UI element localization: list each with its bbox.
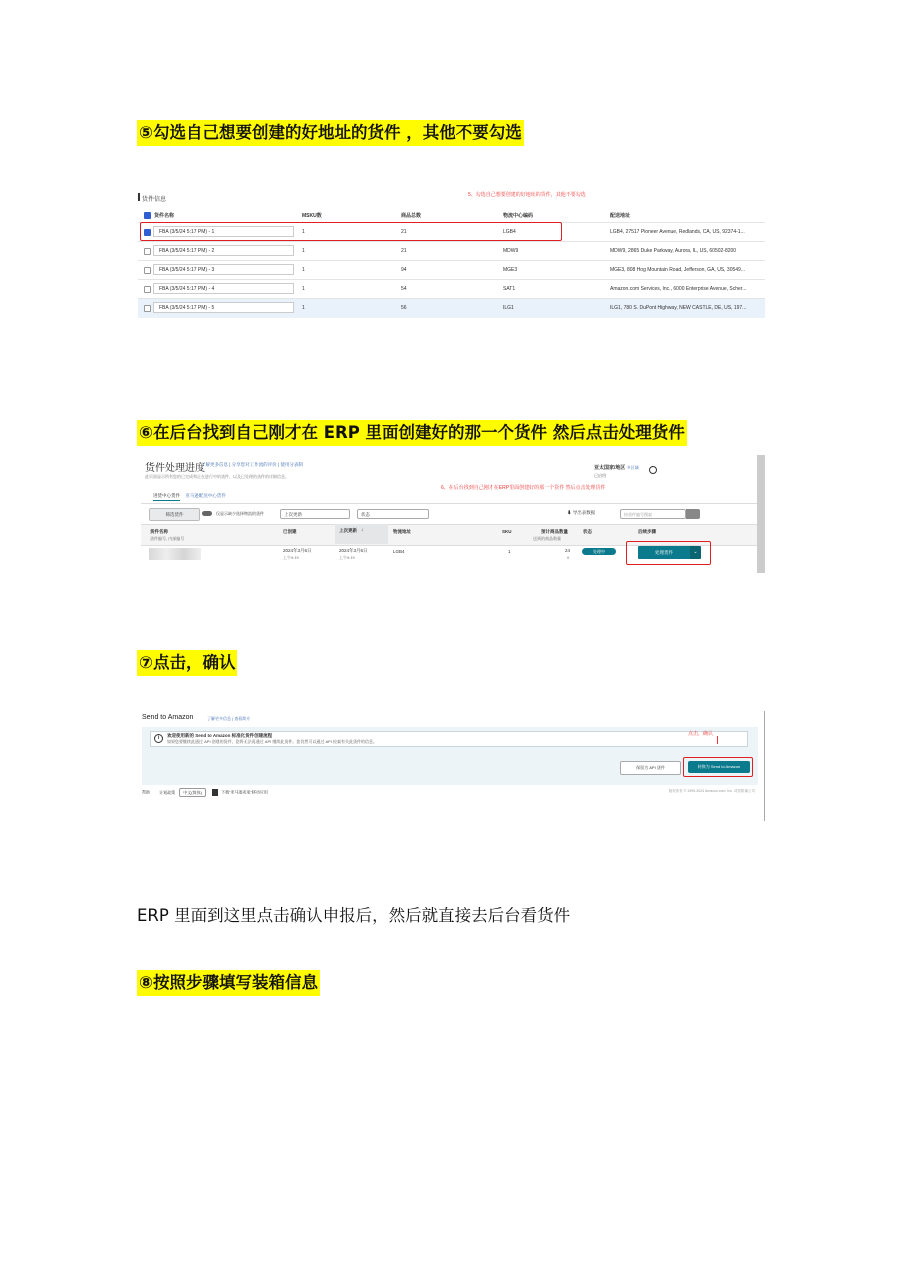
col-destination: 物流地址 (393, 529, 411, 534)
info-banner (150, 731, 748, 747)
region-label: 亚太国家/地区 多区域 (594, 465, 639, 471)
msku-count: 1 (302, 305, 305, 311)
toggle-label: 仅显示缺少选择物流的货件 (216, 511, 264, 516)
region-status: 已启用 (594, 473, 606, 478)
scrollbar[interactable] (757, 455, 765, 573)
center-code: SAT1 (503, 286, 516, 292)
col-created: 已创建 (283, 529, 297, 534)
total-count: 94 (401, 267, 407, 273)
table-row[interactable] (138, 260, 765, 280)
row-checkbox[interactable] (144, 267, 151, 274)
export-link[interactable]: ⬇ 导出表数据 (567, 510, 596, 515)
address: MGE3, 808 Hog Mountain Road, Jefferson, GA, US, 30549... (610, 267, 745, 273)
total-count: 56 (401, 305, 407, 311)
msku-count: 1 (302, 267, 305, 273)
center-code: MGE3 (503, 267, 518, 273)
updated-date: 2024年3月6日 (339, 548, 368, 553)
shipment-name-field[interactable]: FBA (3/5/24 5:17 PM) - 1 (153, 226, 294, 237)
msku-count: 1 (302, 229, 305, 235)
shipment-name-field[interactable]: FBA (3/5/24 5:17 PM) - 2 (153, 245, 294, 256)
step7-heading: ⑦点击，确认 (137, 650, 237, 676)
table-row[interactable] (138, 298, 765, 318)
send-to-amazon-screenshot (140, 711, 765, 821)
address: Amazon.com Services, Inc., 6000 Enterprise Avenue, Scher... (610, 286, 747, 292)
tab-fulfillment[interactable]: 亚马逊配送中心货件 (185, 493, 226, 498)
header-links[interactable]: 了解更多信息 | 分享您对工作流的评价 | 使用分表制 (201, 462, 303, 467)
app-download-link[interactable]: 下载“亚马逊卖家”移动应用 (221, 789, 268, 795)
tab-inbound[interactable]: 进货中心货件 (153, 493, 180, 501)
filter-button[interactable]: 筛选货件 (149, 508, 200, 521)
qty: 24 (565, 548, 571, 553)
section-bar (138, 193, 140, 201)
edge-line (764, 711, 765, 821)
search-button[interactable] (686, 509, 700, 519)
header-links[interactable]: 了解更多信息 | 查看简介 (207, 716, 251, 721)
footer (142, 789, 268, 796)
destination: LGB4 (393, 549, 405, 554)
step5-annotation: 5、勾选自己想要创建的好地址的货件，其他不要勾选 (468, 192, 586, 198)
process-shipment-button[interactable]: 处理货件 (638, 546, 690, 559)
arrow-icon (717, 736, 718, 744)
status-select[interactable]: 状态 (357, 509, 429, 519)
row-checkbox[interactable] (144, 286, 151, 293)
globe-icon[interactable] (649, 466, 657, 474)
row-checkbox[interactable] (144, 248, 151, 255)
shipment-name-field[interactable]: FBA (3/5/24 5:17 PM) - 3 (153, 264, 294, 275)
search-input[interactable]: 按货件编号搜索 (620, 509, 686, 519)
phone-icon (212, 789, 218, 796)
col-address: 配送地址 (610, 213, 631, 219)
qty-received: 0 (567, 555, 570, 560)
sorted-column[interactable] (335, 524, 388, 544)
keep-api-button[interactable]: 保留为 API 货件 (620, 761, 681, 775)
shipment-list-screenshot (138, 188, 765, 328)
center-code: MDW9 (503, 248, 519, 254)
highlight-box (626, 541, 711, 565)
step7-annotation: 点击，确认 (688, 731, 714, 737)
total-count: 54 (401, 286, 407, 292)
msku-count: 1 (302, 286, 305, 292)
policy-link[interactable]: 计划政策 (159, 789, 176, 795)
info-icon: i (154, 734, 163, 743)
convert-button[interactable]: 转换为 Send to Amazon (688, 761, 750, 773)
col-name: 货件名称 (154, 213, 175, 219)
page-subtitle: 此页面显示所有您的已完成和正在进行中的货件，以及已处理的货件的详细信息。 (145, 474, 289, 479)
shipment-name-field[interactable]: FBA (3/5/24 5:17 PM) - 5 (153, 302, 294, 313)
col-status: 状态 (583, 529, 592, 534)
highlight-box (140, 222, 562, 241)
row-checkbox[interactable] (144, 305, 151, 312)
updated-time: 上午9:19 (339, 555, 355, 560)
step5-heading: ⑤勾选自己想要创建的好地址的货件 ，其他不要勾选 (137, 120, 524, 146)
chevron-down-icon[interactable]: ⌄ (690, 546, 701, 559)
step6-heading: ⑥在后台找到自己刚才在 ERP 里面创建好的那一个货件 然后点击处理货件 (137, 420, 687, 446)
divider (141, 503, 757, 504)
erp-note: ERP 里面到这里点击确认申报后，然后就直接去后台看货件 (137, 906, 571, 925)
address: ILG1, 780 S. DuPont Highway, NEW CASTLE, DE, US, 197... (610, 305, 747, 311)
highlight-box (683, 757, 753, 777)
created-time: 上午9:19 (283, 555, 299, 560)
address: MDW9, 2865 Duke Parkway, Aurora, IL, US, 60502-8200 (610, 248, 737, 254)
page-title: Send to Amazon (142, 714, 194, 721)
total-count: 21 (401, 248, 407, 254)
col-msku: MSKU数 (302, 213, 322, 219)
shipment-name-field[interactable]: FBA (3/5/24 5:17 PM) - 4 (153, 283, 294, 294)
center-code: LGB4 (503, 229, 516, 235)
table-header (138, 209, 765, 221)
language-select[interactable]: 中文(简体) (179, 788, 206, 797)
table-row[interactable] (138, 241, 765, 261)
table-row[interactable] (138, 279, 765, 299)
col-qty-sub: 送到的商品数量 (533, 536, 561, 541)
content-panel (142, 727, 758, 785)
col-qty: 预计商品数量 (541, 529, 568, 534)
select-all-checkbox[interactable] (144, 212, 151, 219)
region-link[interactable]: 多区域 (626, 465, 639, 470)
center-code: ILG1 (503, 305, 514, 311)
col-total: 商品总数 (401, 213, 422, 219)
copyright: 版权所有 © 1999-2024 Amazon.com, Inc. 或其附属公司 (668, 789, 755, 793)
created-date: 2024年3月6日 (283, 548, 312, 553)
sort-arrow-icon: ↓ (361, 527, 364, 533)
missing-carrier-toggle[interactable] (202, 511, 212, 516)
shipment-info-title: 货件信息 (142, 197, 167, 203)
sku-count: 1 (508, 549, 511, 554)
status-badge: 处理中 (582, 548, 616, 555)
info-title: 欢迎使用新的 Send to Amazon 标准化货件创建流程 (167, 733, 273, 738)
tab-bar (153, 493, 226, 499)
col-next: 后续步骤 (638, 529, 656, 534)
help-link[interactable]: 帮助 (142, 789, 150, 795)
page-title: 货件处理进度 (145, 463, 205, 474)
shipment-progress-screenshot (141, 455, 765, 573)
col-name-sub: 货件编号, 内部编号 (150, 536, 185, 541)
info-body: 如果您要继续此通过 API 创建的货件，您将无法再通过 API 继续此货件。您仍然可以通过 API 检索有关此货件的信息。 (167, 739, 378, 744)
col-updated: 上次更新 (339, 528, 357, 533)
sort-select[interactable]: 上次更新 (280, 509, 350, 519)
col-sku: SKU (502, 529, 512, 534)
step6-annotation: 6、在后台找到自己刚才在ERP里面创建好的那一个货件 然后点击处理货件 (441, 485, 606, 491)
total-count: 21 (401, 229, 407, 235)
col-center: 物流中心编码 (503, 213, 534, 219)
col-name: 货件名称 (150, 529, 168, 534)
blurred-shipment-name (149, 548, 201, 560)
address: LGB4, 27517 Pioneer Avenue, Redlands, CA, US, 92374-1... (610, 229, 745, 235)
msku-count: 1 (302, 248, 305, 254)
step8-heading: ⑧按照步骤填写装箱信息 (137, 970, 320, 996)
